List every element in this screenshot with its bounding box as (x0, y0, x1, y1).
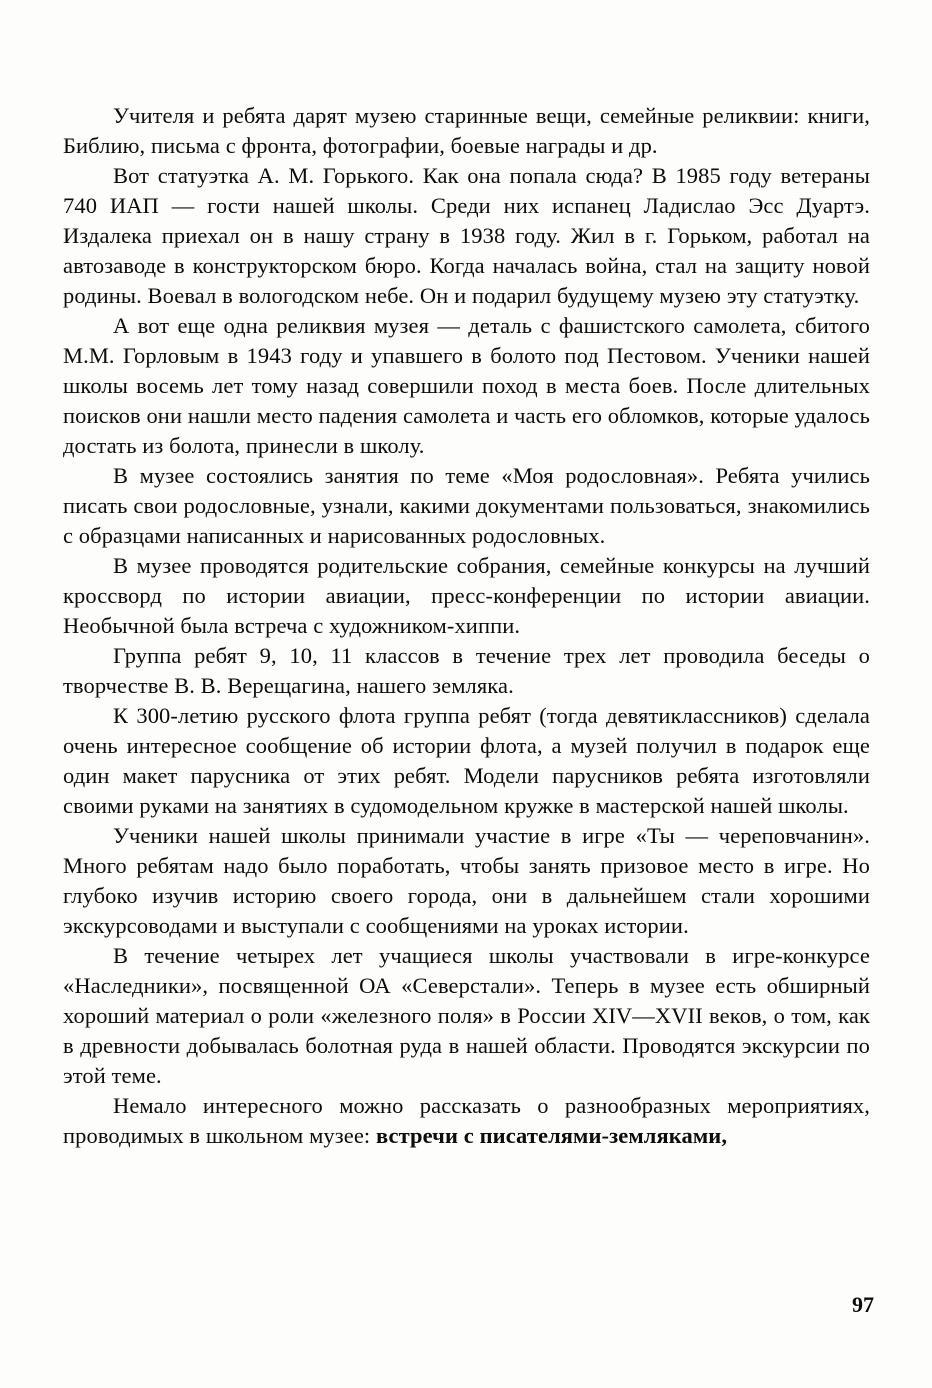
paragraph: Учителя и ребята дарят музею старинные вещи, семейные реликвии: книги, Библию, письма с фронта, фотографии, боевые награды и др. (63, 103, 870, 158)
paragraph: Ученики нашей школы принимали участие в игре «Ты — череповчанин». Много ребятам надо было поработать, чтобы занять призовое место в игре. Но глубоко изучив историю своего города, они в дальнейшем стали хорошими экскурсоводами и выступали с сообщениями на уроках истории. (63, 823, 870, 938)
paragraph: Группа ребят 9, 10, 11 классов в течение трех лет проводила беседы о творчестве В. В. Верещагина, нашего земляка. (63, 643, 870, 698)
text-block (63, 101, 870, 1151)
paragraph (63, 1091, 870, 1151)
page-number: 97 (852, 1292, 874, 1317)
paragraph: Вот статуэтка А. М. Горького. Как она попала сюда? В 1985 году ветераны 740 ИАП — гости нашей школы. Среди них испанец Ладислао Эсс Дуартэ. Издалека приехал он в нашу страну в 1938 году. Жил в г. Горьком, работал на автозаводе в конструкторском бюро. Когда началась война, стал на защиту новой родины. Воевал в вологодском небе. Он и подарил будущему музею эту статуэтку. (63, 163, 870, 308)
paragraph: К 300-летию русского флота группа ребят (тогда девятиклассников) сделала очень интересное сообщение об истории флота, а музей получил в подарок еще один макет парусника от этих ребят. Модели парусников ребята изготовляли своими руками на занятиях в судомодельном кружке в мастерской нашей школы. (63, 703, 870, 818)
paragraph: В музее проводятся родительские собрания, семейные конкурсы на лучший кроссворд по истории авиации, пресс-конференции по истории авиации. Необычной была встреча с художником-хиппи. (63, 553, 870, 638)
paragraph: В течение четырех лет учащиеся школы участвовали в игре-конкурсе «Наследники», посвященной ОА «Северстали». Теперь в музее есть обширный хороший материал о роли «железного поля» в России XIV—XVII веков, о том, как в древности добывалась болотная руда в нашей области. Проводятся экскурсии по этой теме. (63, 943, 870, 1088)
paragraph: В музее состоялись занятия по теме «Моя родословная». Ребята учились писать свои родословные, узнали, какими документами пользоваться, знакомились с образцами написанных и нарисованных родословных. (63, 463, 870, 548)
paragraph: А вот еще одна реликвия музея — деталь с фашистского самолета, сбитого М.М. Горловым в 1943 году и упавшего в болото под Пестовом. Ученики нашей школы восемь лет тому назад совершили поход в места боев. После длительных поисков они нашли место падения самолета и часть его обломков, которые удалось достать из болота, принесли в школу. (63, 313, 870, 458)
paragraph-emphasis: встречи с писателями-земляками, (376, 1123, 728, 1148)
paragraph-lead: Немало интересного можно рассказать о разнообразных мероприятиях, проводимых в школьном музее: (63, 1093, 870, 1148)
